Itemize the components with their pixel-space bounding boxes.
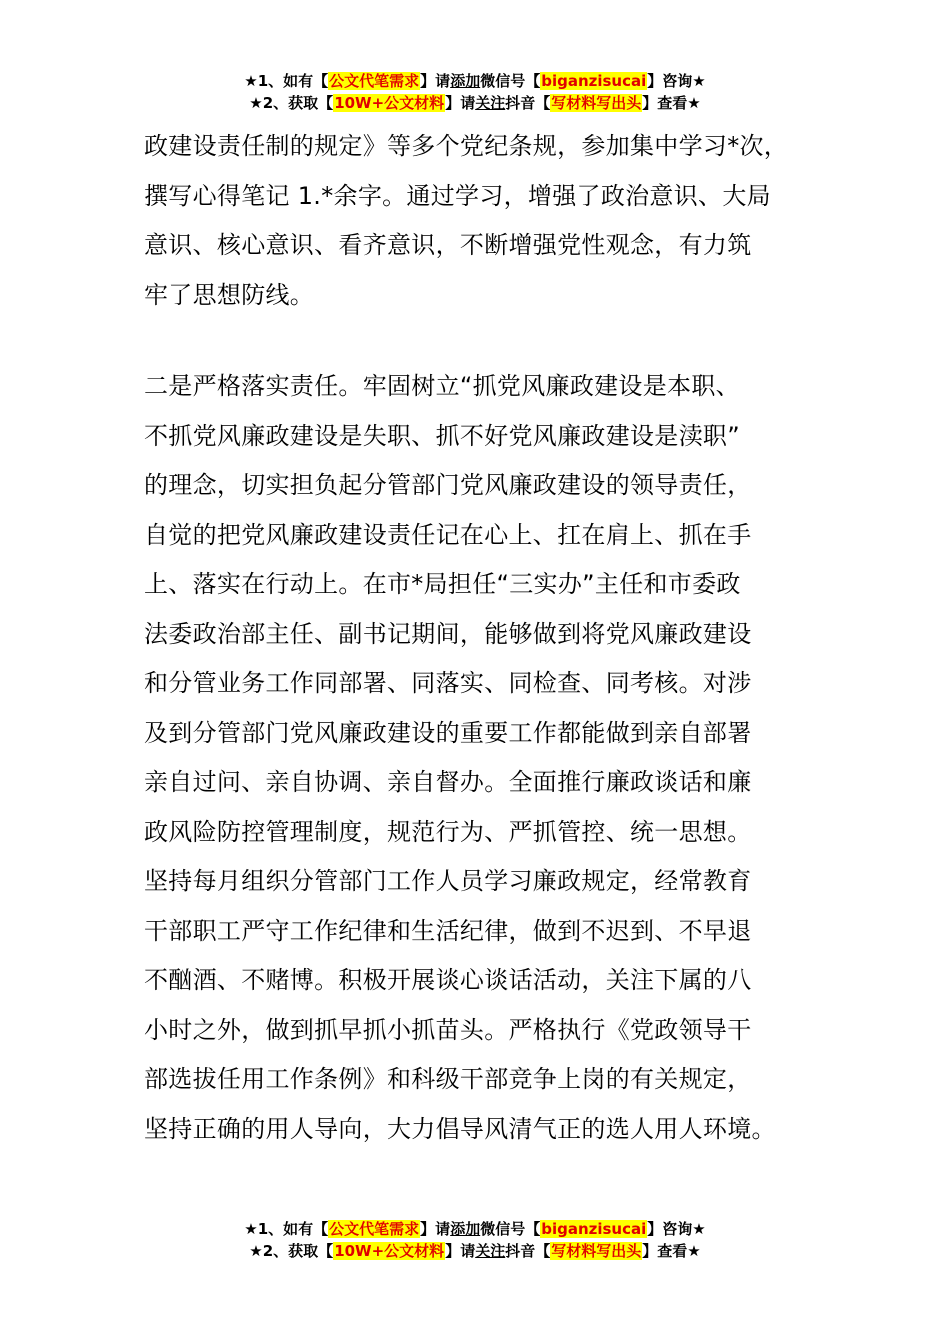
douyin-account-tag: 写材料写出头 <box>551 94 642 112</box>
paragraph-spacer <box>144 320 814 362</box>
paragraph-2 <box>144 362 814 1154</box>
text-line: 的理念，切实担负起分管部门党风廉政建设的领导责任， <box>144 471 752 499</box>
banner-line-2: ★2、获取【10W+公文材料】请关注抖音【写材料写出头】查看★ <box>249 94 701 112</box>
text-line: 坚持每月组织分管部门工作人员学习廉政规定，经常教育 <box>144 867 752 895</box>
wechat-id-tag: biganzisucai <box>541 1220 647 1238</box>
text-line: 法委政治部主任、副书记期间，能够做到将党风廉政建设 <box>144 619 752 648</box>
banner-line-1: ★1、如有【公文代笔需求】请添加微信号【biganzisucai】咨询★ <box>244 72 706 90</box>
text-line: 坚持正确的用人导向，大力倡导风清气正的选人用人环境。 <box>144 1114 776 1143</box>
text-line: 不抓党风廉政建设是失职、抓不好党风廉政建设是渎职” <box>144 421 740 450</box>
text-line: 意识、核心意识、看齐意识，不断增强党性观念，有力筑 <box>144 231 752 259</box>
douyin-account-tag: 写材料写出头 <box>551 1242 642 1260</box>
text-line: 自觉的把党风廉政建设责任记在心上、扛在肩上、抓在手 <box>144 520 752 549</box>
banner-line-1: ★1、如有【公文代笔需求】请添加微信号【biganzisucai】咨询★ <box>244 1220 706 1238</box>
text-line: 不酗酒、不赌博。积极开展谈心谈话活动，关注下属的八 <box>144 966 752 994</box>
text-line: 政建设责任制的规定》等多个党纪条规，参加集中学习*次， <box>144 132 789 160</box>
materials-tag: 10W+公文材料 <box>334 94 445 112</box>
wechat-id-tag: biganzisucai <box>541 72 647 90</box>
banner-line-2: ★2、获取【10W+公文材料】请关注抖音【写材料写出头】查看★ <box>249 1242 701 1260</box>
materials-tag: 10W+公文材料 <box>334 1242 445 1260</box>
text-line: 政风险防控管理制度，规范行为、严抓管控、统一思想。 <box>144 817 752 846</box>
text-line: 及到分管部门党风廉政建设的重要工作都能做到亲自部署 <box>144 718 752 747</box>
text-line: 部选拔任用工作条例》和科级干部竞争上岗的有关规定， <box>144 1065 752 1093</box>
paragraph-1 <box>144 122 814 320</box>
header-banner <box>0 70 950 114</box>
text-line: 二是严格落实责任。牢固树立“抓党风廉政建设是本职、 <box>144 372 740 400</box>
service-tag: 公文代笔需求 <box>329 72 420 90</box>
text-line: 牢了思想防线。 <box>144 280 315 309</box>
footer-banner <box>0 1218 950 1262</box>
service-tag: 公文代笔需求 <box>329 1220 420 1238</box>
text-line: 亲自过问、亲自协调、亲自督办。全面推行廉政谈话和廉 <box>144 768 752 796</box>
document-body <box>144 122 814 1154</box>
text-line: 和分管业务工作同部署、同落实、同检查、同考核。对涉 <box>144 669 752 697</box>
text-line: 上、落实在行动上。在市*局担任“三实办”主任和市委政 <box>144 570 741 598</box>
text-line: 撰写心得笔记 1.*余字。通过学习，增强了政治意识、大局 <box>144 181 771 210</box>
text-line: 干部职工严守工作纪律和生活纪律，做到不迟到、不早退 <box>144 916 752 945</box>
text-line: 小时之外，做到抓早抓小抓苗头。严格执行《党政领导干 <box>144 1015 752 1044</box>
